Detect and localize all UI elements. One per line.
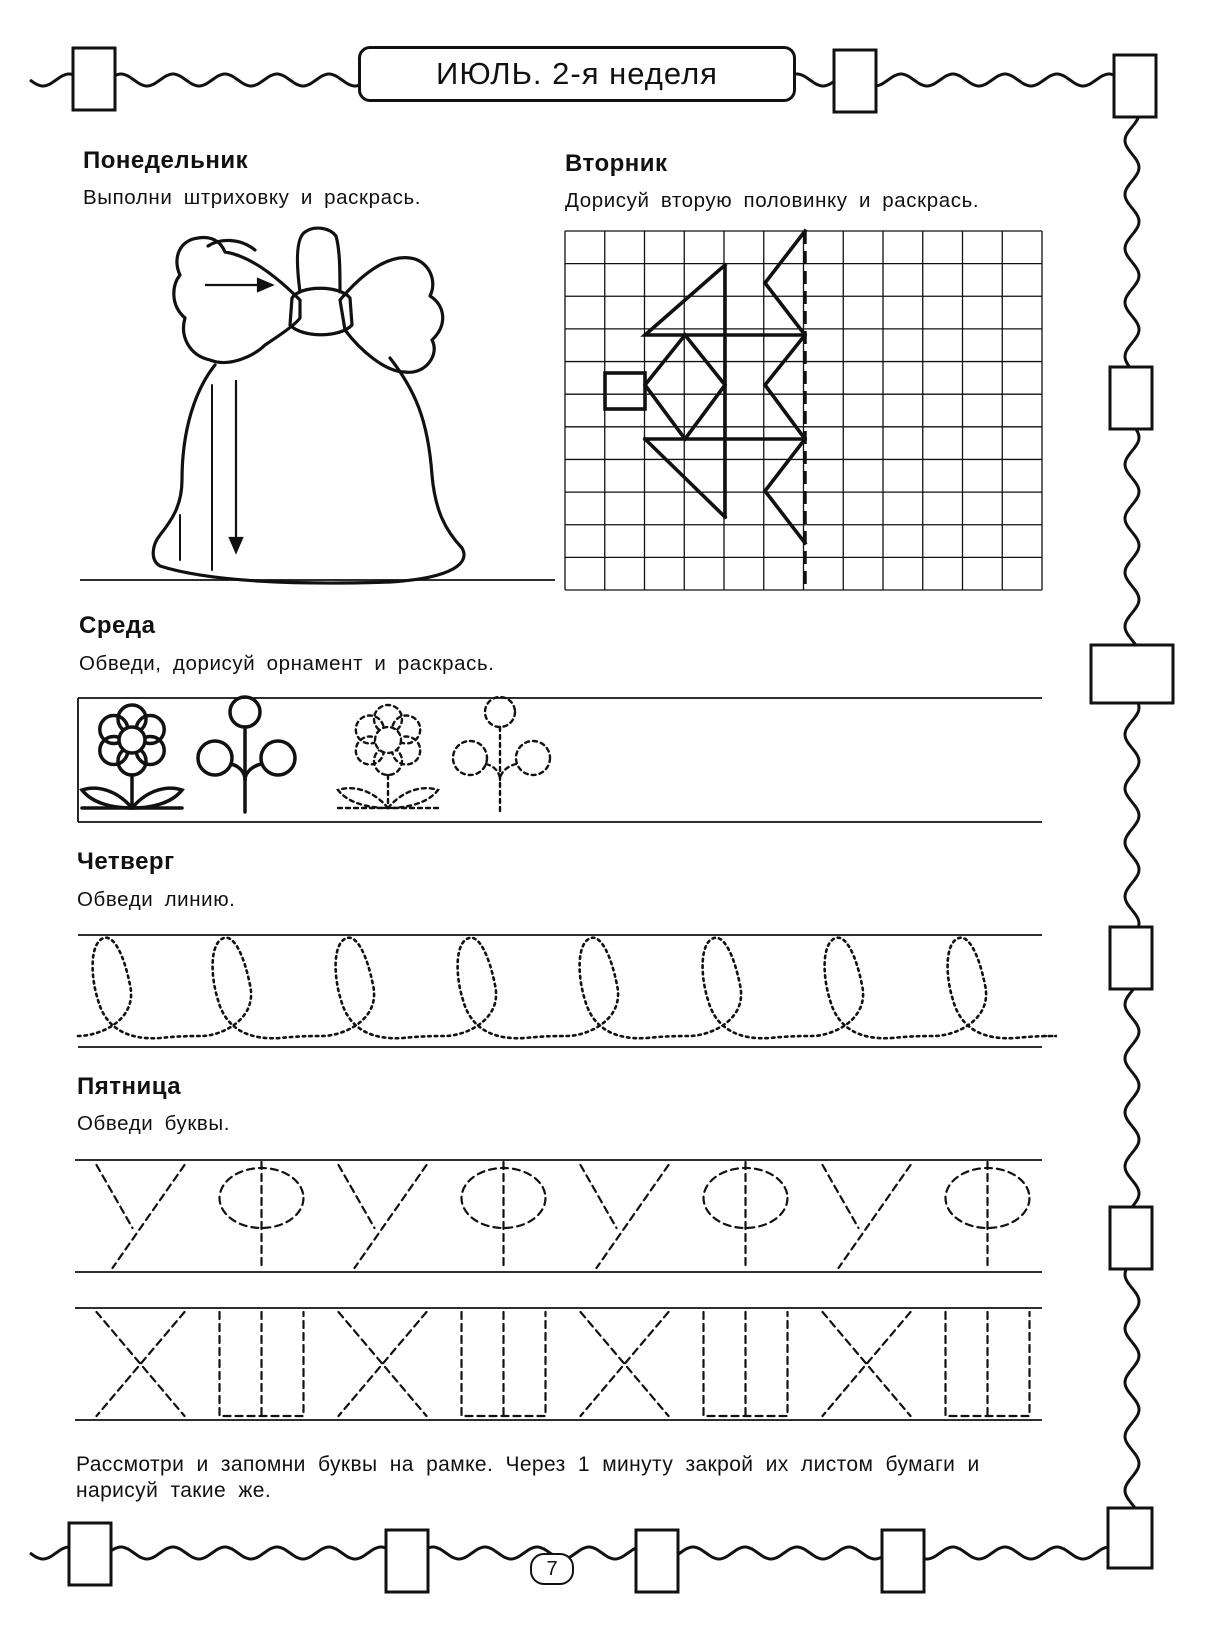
letter-kha-dashed [823, 1312, 911, 1416]
letter-u-dashed [97, 1165, 185, 1268]
letter-u-dashed [581, 1165, 669, 1268]
wednesday-instruction: Обведи, дорисуй орнамент и раскрась. [79, 652, 495, 675]
friday-heading: Пятница [77, 1073, 182, 1100]
wednesday-heading: Среда [79, 612, 156, 639]
friday-instruction: Обведи буквы. [77, 1112, 231, 1135]
page-number: 7 [530, 1553, 574, 1585]
letter-sha-dashed [704, 1312, 788, 1416]
monday-instruction: Выполни штриховку и раскрась. [83, 186, 422, 209]
thursday-instruction: Обведи линию. [77, 888, 236, 911]
monday-heading: Понедельник [83, 147, 249, 174]
memory-instruction: Рассмотри и запомни буквы на рамке. Через 1 минуту закрой их листом бумаги и нарисуй такие же. [76, 1453, 980, 1502]
letter-u-dashed [339, 1165, 427, 1268]
tuesday-heading: Вторник [565, 150, 668, 177]
letter-sha-dashed [946, 1312, 1030, 1416]
letter-kha-dashed [97, 1312, 185, 1416]
page-title: ИЮЛЬ. 2-я неделя [358, 46, 796, 102]
tuesday-instruction: Дорисуй вторую половинку и раскрась. [565, 189, 980, 212]
thursday-heading: Четверг [77, 848, 175, 875]
letter-sha-dashed [462, 1312, 546, 1416]
letter-kha-dashed [581, 1312, 669, 1416]
letter-u-dashed [823, 1165, 911, 1268]
letter-kha-dashed [339, 1312, 427, 1416]
letter-sha-dashed [220, 1312, 304, 1416]
